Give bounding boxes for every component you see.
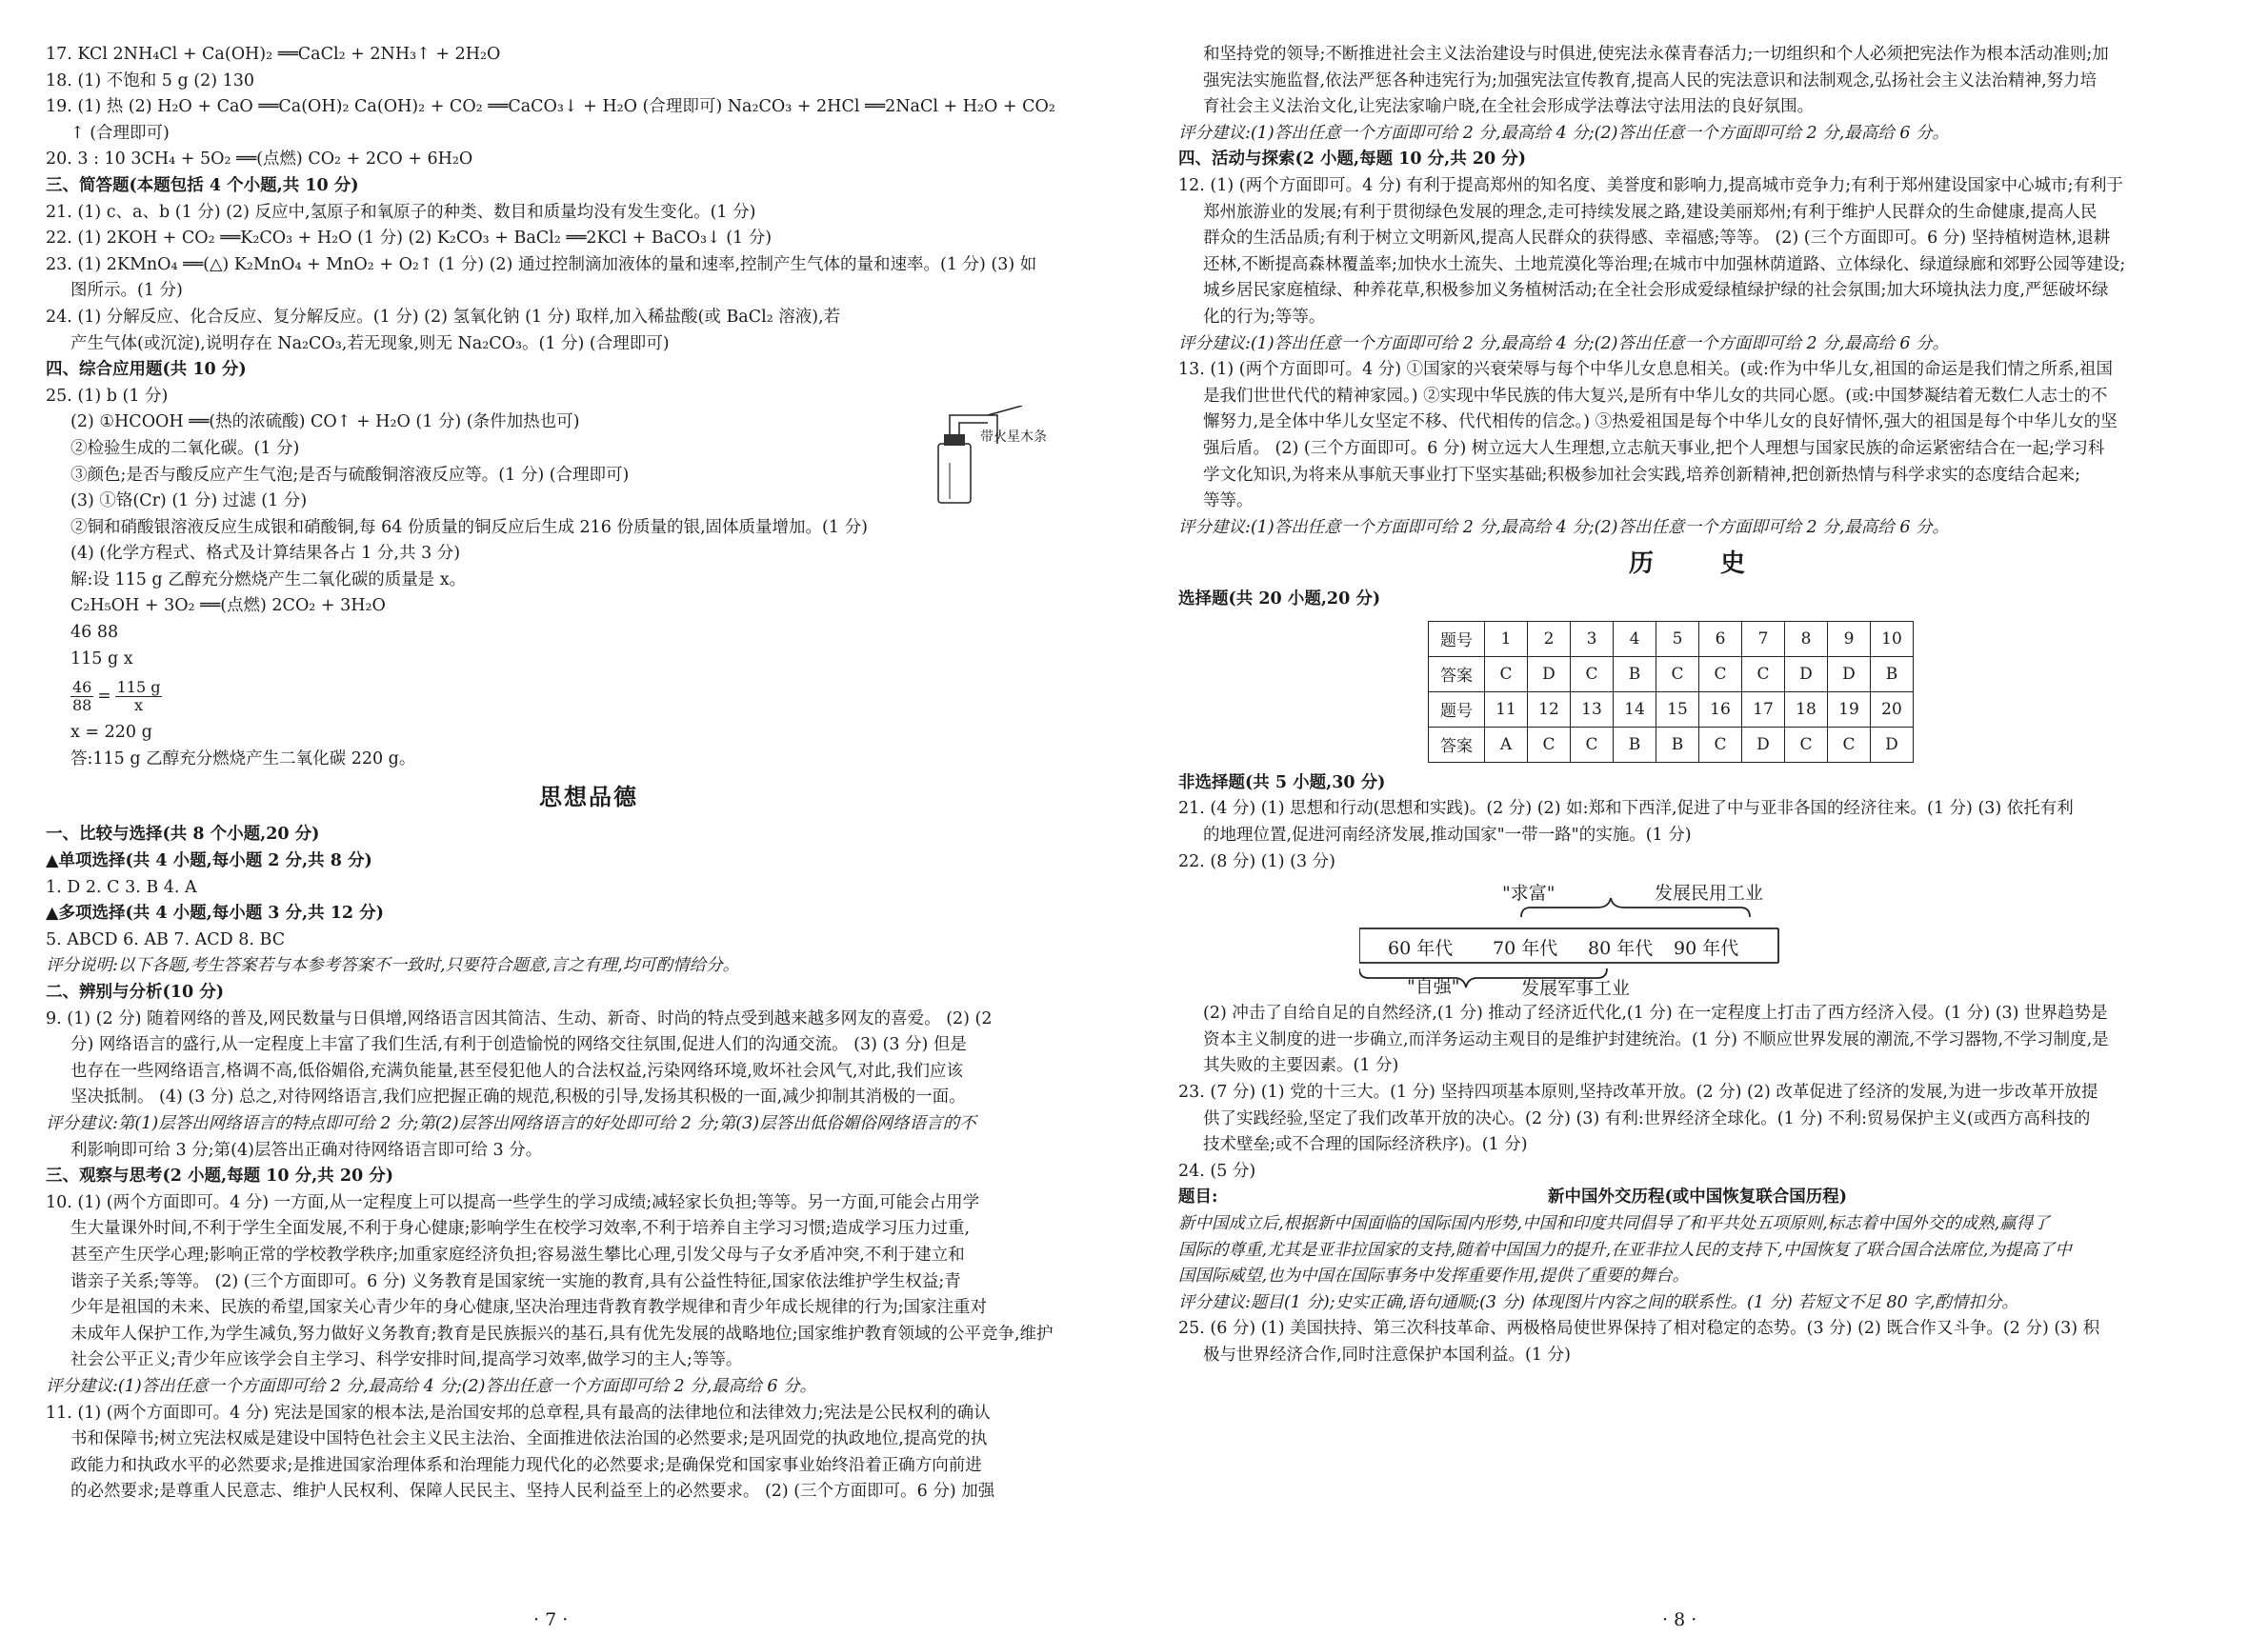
decade-90: 90 年代 — [1674, 938, 1739, 960]
q21-answer — [1178, 796, 2217, 848]
text-line: ②检验生成的二氧化碳。(1 分) — [70, 438, 300, 458]
text-line: 三、观察与思考(2 小题,每题 10 分,共 20 分) — [46, 1167, 394, 1187]
table-cell: C — [1742, 656, 1785, 691]
civics-answers — [46, 822, 1132, 1505]
text-line: 评分说明:以下各题,考生答案若与本参考答案不一致时,只要符合题意,言之有理,均可酌情给分。 — [46, 956, 740, 976]
table-label: 答案 — [1429, 656, 1485, 691]
table-cell: A — [1485, 727, 1528, 762]
table-cell: 8 — [1785, 621, 1828, 656]
text-line: 分) 网络语言的盛行,从一定程度上丰富了我们生活,有利于创造愉悦的网络交往氛围,促进人们的沟通交流。 (3) (3 分) 但是 — [70, 1035, 967, 1055]
table-cell: D — [1785, 656, 1828, 691]
q22-25-answers — [1178, 1001, 2217, 1185]
civics-continued — [1178, 42, 2217, 541]
chemistry-answers — [46, 42, 1132, 672]
text-line: 20. 3 : 10 3CH₄ + 5O₂ ══(点燃) CO₂ + 2CO + 6H₂O — [46, 150, 473, 170]
choice-title: 选择题(共 20 小题,20 分) — [1178, 589, 1381, 609]
decade-70: 70 年代 — [1493, 938, 1558, 960]
nonchoice-title: 非选择题(共 5 小题,30 分) — [1178, 772, 1386, 792]
table-cell: C — [1699, 727, 1742, 762]
text-line: 懈努力,是全体中华儿女坚定不移、代代相传的信念。) ③热爱祖国是每个中华儿女的良好情怀,强大的祖国是每个中华儿女的坚 — [1203, 412, 2117, 432]
text-line: 评分建议:(1)答出任意一个方面即可给 2 分,最高给 4 分;(2)答出任意一个方面即可给 2 分,最高给 6 分。 — [1178, 517, 1950, 537]
table-label: 答案 — [1429, 727, 1485, 762]
text-line: 资本主义制度的进一步确立,而洋务运动主观目的是维护封建统治。(1 分) 不顺应世界发展的潮流,不学习器物,不学习制度,是 — [1203, 1029, 2109, 1049]
civil-industry-label: 发展民用工业 — [1655, 883, 1764, 905]
table-cell: 16 — [1699, 691, 1742, 727]
table-cell: 9 — [1828, 621, 1871, 656]
text-line: 25. (1) b (1 分) — [46, 386, 169, 406]
q24-25-answers — [1178, 1290, 2217, 1369]
text-line: 13. (1) (两个方面即可。4 分) ①国家的兴衰荣辱与每个中华儿女息息相关。(或:作为中华儿女,祖国的命运是我们情之所系,祖国 — [1178, 360, 2114, 380]
q24-title: 新中国外交历程(或中国恢复联合国历程) — [1547, 1187, 1848, 1207]
decade-80: 80 年代 — [1588, 938, 1654, 960]
table-cell: 7 — [1742, 621, 1785, 656]
text-line: C₂H₅OH + 3O₂ ══(点燃) 2CO₂ + 3H₂O — [70, 596, 386, 616]
page-number-right: · 8 · — [1662, 1609, 1697, 1630]
text-line: 利影响即可给 3 分;第(4)层答出正确对待网络语言即可给 3 分。 — [70, 1140, 543, 1160]
table-cell: 14 — [1614, 691, 1656, 727]
text-line: 是我们世世代代的精神家园。) ②实现中华民族的伟大复兴,是所有中华儿女的共同心愿。(或:中国梦凝结着无数仁人志士的不 — [1203, 386, 2108, 406]
table-cell: D — [1742, 727, 1785, 762]
left-page — [46, 42, 1132, 1506]
text-line: (2) 冲击了自给自足的自然经济,(1 分) 推动了经济近代化,(1 分) 在一定程度上打击了西方经济入侵。(1 分) (3) 世界趋势是 — [1203, 1004, 2108, 1024]
q22-head: 22. (8 分) (1) (3 分) — [1178, 851, 1336, 871]
text-line: 评分建议:题目(1 分);史实正确,语句通顺;(3 分) 体现图片内容之间的联系性。(1 分) 若短文不足 80 字,酌情扣分。 — [1178, 1292, 2018, 1312]
text-line: 郑州旅游业的发展;有利于贯彻绿色发展的理念,走可持续发展之路,建设美丽郑州;有利于维护人民群众的生命健康,提高人民 — [1203, 202, 2097, 222]
text-line: 少年是祖国的未来、民族的希望,国家关心青少年的身心健康,坚决治理违背教育教学规律和青少年成长规律的行为;国家注重对 — [70, 1298, 988, 1318]
table-label: 题号 — [1429, 621, 1485, 656]
subject-title-history: 历 史 — [1628, 549, 1766, 579]
text-line: 9. (1) (2 分) 随着网络的普及,网民数量与日俱增,网络语言因其简洁、生动、新奇、时尚的特点受到越来越多网友的喜爱。 (2) (2 — [46, 1008, 993, 1028]
text-line: 评分建议:(1)答出任意一个方面即可给 2 分,最高给 4 分;(2)答出任意一个方面即可给 2 分,最高给 6 分。 — [1178, 123, 1950, 143]
text-line: 18. (1) 不饱和 5 g (2) 130 — [46, 70, 255, 90]
decade-60: 60 年代 — [1388, 938, 1454, 960]
q24-label: 题目: — [1178, 1187, 1218, 1207]
text-line: 12. (1) (两个方面即可。4 分) 有利于提高郑州的知名度、美誉度和影响力,提高城市竞争力;有利于郑州建设国家中心城市;有利于 — [1178, 175, 2124, 195]
text-line: 甚至产生厌学心理;影响正常的学校教学秩序;加重家庭经济负担;容易滋生攀比心理,引发父母与子女矛盾冲突,不利于建立和 — [70, 1245, 965, 1265]
table-cell: C — [1656, 656, 1699, 691]
q24-essay — [1178, 1211, 2217, 1290]
text-line: 10. (1) (两个方面即可。4 分) 一方面,从一定程度上可以提高一些学生的学习成绩;减轻家长负担;等等。另一方面,可能会占用学 — [46, 1192, 980, 1212]
gas-bottle-diagram — [931, 406, 1047, 510]
text-line: 24. (1) 分解反应、化合反应、复分解反应。(1 分) (2) 氢氧化钠 (1 分) 取样,加入稀盐酸(或 BaCl₂ 溶液),若 — [46, 307, 841, 327]
text-line: 强宪法实施监督,依法严惩各种违宪行为;加强宪法宣传教育,提高人民的宪法意识和法制观念,弘扬社会主义法治精神,努力培 — [1203, 70, 2097, 90]
table-cell: 13 — [1571, 691, 1614, 727]
timeline-diagram — [1178, 879, 2217, 1000]
table-cell: C — [1828, 727, 1871, 762]
table-cell: C — [1485, 656, 1528, 691]
result-line: x = 220 g — [70, 723, 152, 743]
table-cell: C — [1785, 727, 1828, 762]
text-line: ▲单项选择(共 4 小题,每小题 2 分,共 8 分) — [46, 851, 372, 871]
text-line: 城乡居民家庭植绿、种养花草,积极参加义务植树活动;在全社会形成爱绿植绿护绿的社会氛围;加大环境执法力度,严惩破坏绿 — [1203, 281, 2109, 301]
page-number-left: · 7 · — [533, 1609, 569, 1630]
text-line: ②铜和硝酸银溶液反应生成银和硝酸铜,每 64 份质量的铜反应后生成 216 份质量的银,固体质量增加。(1 分) — [70, 517, 868, 537]
text-line: 1. D 2. C 3. B 4. A — [46, 877, 197, 897]
table-cell: 19 — [1828, 691, 1871, 727]
text-line: 的地理位置,促进河南经济发展,推动国家"一带一路"的实施。(1 分) — [1203, 826, 1692, 846]
subject-title-civics: 思想品德 — [539, 783, 638, 811]
table-cell: D — [1828, 656, 1871, 691]
table-cell: 18 — [1785, 691, 1828, 727]
text-line: 23. (7 分) (1) 党的十三大。(1 分) 坚持四项基本原则,坚持改革开放。(2 分) (2) 改革促进了经济的发展,为进一步改革开放提 — [1178, 1083, 2098, 1103]
text-line: 新中国成立后,根据新中国面临的国际国内形势,中国和印度共同倡导了和平共处五项原则,标志着中国外交的成熟,赢得了 — [1178, 1214, 2050, 1233]
text-line: 115 g x — [70, 648, 133, 668]
text-line: 社会公平正义;青少年应该学会自主学习、科学安排时间,提高学习效率,做学习的主人;等等。 — [70, 1350, 743, 1370]
table-cell: C — [1571, 656, 1614, 691]
table-cell: 1 — [1485, 621, 1528, 656]
text-line: 育社会主义法治文化,让宪法家喻户晓,在全社会形成学法尊法守法用法的良好氛围。 — [1203, 97, 1815, 117]
text-line: 23. (1) 2KMnO₄ ══(△) K₂MnO₄ + MnO₂ + O₂↑ (1 分) (2) 通过控制滴加液体的量和速率,控制产生气体的量和速率。(1 分) (3) 如 — [46, 254, 1037, 274]
text-line: ↑ (合理即可) — [70, 123, 170, 143]
table-label: 题号 — [1429, 691, 1485, 727]
text-line: 未成年人保护工作,为学生减负,努力做好义务教育;教育是民族振兴的基石,具有优先发展的战略地位;国家维护教育领域的公平竞争,维护 — [70, 1324, 1054, 1344]
text-line: 21. (4 分) (1) 思想和行动(思想和实践)。(2 分) (2) 如:郑和下西洋,促进了中与亚非各国的经济往来。(1 分) (3) 依托有利 — [1178, 799, 2074, 819]
text-line: 技术壁垒;或不合理的国际经济秩序)。(1 分) — [1203, 1135, 1528, 1155]
qiufu-label: "求富" — [1502, 883, 1555, 905]
text-line: 政能力和执政水平的必然要求;是推进国家治理体系和治理能力现代化的必然要求;是确保党和国家事业始终沿着正确方向前进 — [70, 1455, 982, 1475]
text-line: 二、辨别与分析(10 分) — [46, 983, 225, 1002]
text-line: 国际的尊重,尤其是亚非拉国家的支持,随着中国国力的提升,在亚非拉人民的支持下,中国恢复了联合国合法席位,为提高了中 — [1178, 1240, 2072, 1260]
table-cell: B — [1614, 656, 1656, 691]
text-line: 也存在一些网络语言,格调不高,低俗媚俗,充满负能量,甚至侵犯他人的合法权益,污染网络环境,败坏社会风气,对此,我们应该 — [70, 1061, 963, 1081]
answer-table — [1428, 621, 1914, 763]
table-cell: 11 — [1485, 691, 1528, 727]
table-cell: 12 — [1528, 691, 1571, 727]
text-line: 化的行为;等等。 — [1203, 307, 1326, 327]
table-cell: 15 — [1656, 691, 1699, 727]
table-cell: 4 — [1614, 621, 1656, 656]
text-line: (2) ①HCOOH ══(热的浓硫酸) CO↑ + H₂O (1 分) (条件加热也可) — [70, 412, 580, 432]
fraction-equation: $\frac{46}{88}$ = $\frac{115 g}{x}$ — [72, 677, 161, 714]
text-line: 17. KCl 2NH₄Cl + Ca(OH)₂ ══CaCl₂ + 2NH₃↑ + 2H₂O — [46, 45, 501, 64]
text-line: (4) (化学方程式、格式及计算结果各占 1 分,共 3 分) — [70, 544, 461, 564]
text-line: ▲多项选择(共 4 小题,每小题 3 分,共 12 分) — [46, 904, 384, 924]
apparatus-label: 带火星木条 — [980, 429, 1047, 445]
table-cell: C — [1699, 656, 1742, 691]
text-line: 谐亲子关系;等等。 (2) (三个方面即可。6 分) 义务教育是国家统一实施的教育,具有公益性特征,国家依法维护学生权益;青 — [70, 1271, 961, 1291]
table-cell: 17 — [1742, 691, 1785, 727]
text-line: 46 88 — [70, 623, 119, 643]
table-cell: B — [1656, 727, 1699, 762]
answer-line: 答:115 g 乙醇充分燃烧产生二氧化碳 220 g。 — [70, 748, 416, 768]
text-line: 评分建议:(1)答出任意一个方面即可给 2 分,最高给 4 分;(2)答出任意一个方面即可给 2 分,最高给 6 分。 — [46, 1376, 817, 1396]
text-line: 三、简答题(本题包括 4 个小题,共 10 分) — [46, 175, 359, 195]
table-cell: C — [1571, 727, 1614, 762]
text-line: ③颜色;是否与酸反应产生气泡;是否与硫酸铜溶液反应等。(1 分) (合理即可) — [70, 465, 630, 485]
table-cell: B — [1614, 727, 1656, 762]
table-cell: 10 — [1871, 621, 1914, 656]
fraction-left: $\frac{46}{88}$ — [72, 677, 92, 714]
text-line: 19. (1) 热 (2) H₂O + CaO ══Ca(OH)₂ Ca(OH)₂ + CO₂ ══CaCO₃↓ + H₂O (合理即可) Na₂CO₃ + 2HCl ══2NaCl + H₂O + CO₂ — [46, 97, 1055, 117]
table-cell: D — [1528, 656, 1571, 691]
table-cell: 2 — [1528, 621, 1571, 656]
text-line: 21. (1) c、a、b (1 分) (2) 反应中,氢原子和氧原子的种类、数目和质量均没有发生变化。(1 分) — [46, 202, 756, 222]
text-line: 22. (1) 2KOH + CO₂ ══K₂CO₃ + H₂O (1 分) (2) K₂CO₃ + BaCl₂ ══2KCl + BaCO₃↓ (1 分) — [46, 229, 773, 249]
table-cell: 20 — [1871, 691, 1914, 727]
text-line: 供了实践经验,坚定了我们改革开放的决心。(2 分) (3) 有利:世界经济全球化。(1 分) 不利:贸易保护主义(或西方高科技的 — [1203, 1108, 2091, 1128]
text-line: 书和保障书;树立宪法权威是建设中国特色社会主义民主法治、全面推进依法治国的必然要求;是巩固党的执政地位,提高党的执 — [70, 1429, 988, 1449]
text-line: 的必然要求;是尊重人民意志、维护人民权利、保障人民民主、坚持人民利益至上的必然要求。 (2) (三个方面即可。6 分) 加强 — [70, 1482, 995, 1502]
text-line: 四、活动与探索(2 小题,每题 10 分,共 20 分) — [1178, 150, 1527, 170]
table-cell: C — [1528, 727, 1571, 762]
ziqiang-label: "自强" — [1407, 976, 1460, 998]
text-line: 坚决抵制。 (4) (3 分) 总之,对待网络语言,我们应把握正确的规范,积极的引导,发扬其积极的一面,减少抑制其消极的一面。 — [70, 1087, 966, 1107]
text-line: 5. ABCD 6. AB 7. ACD 8. BC — [46, 929, 286, 949]
right-page — [1178, 42, 2217, 1369]
table-cell: B — [1871, 656, 1914, 691]
table-cell: D — [1871, 727, 1914, 762]
text-line: 图所示。(1 分) — [70, 281, 183, 301]
text-line: 还林,不断提高森林覆盖率;加快水土流失、土地荒漠化等治理;在城市中加强林荫道路、立体绿化、绿道绿廊和郊野公园等建设; — [1203, 254, 2126, 274]
text-line: 生大量课外时间,不利于学生全面发展,不利于身心健康;影响学生在校学习效率,不利于培养自主学习习惯;造成学习压力过重, — [70, 1219, 971, 1239]
text-line: 等等。 — [1203, 491, 1254, 511]
text-line: 群众的生活品质;有利于树立文明新风,提高人民群众的获得感、幸福感;等等。 (2) (三个方面即可。6 分) 坚持植树造林,退耕 — [1203, 229, 2111, 249]
text-line: 其失败的主要因素。(1 分) — [1203, 1056, 1399, 1076]
text-line: 一、比较与选择(共 8 个小题,20 分) — [46, 825, 320, 845]
text-line: 四、综合应用题(共 10 分) — [46, 360, 247, 380]
text-line: 产生气体(或沉淀),说明存在 Na₂CO₃,若无现象,则无 Na₂CO₃。(1 分) (合理即可) — [70, 333, 670, 353]
text-line: 解:设 115 g 乙醇充分燃烧产生二氧化碳的质量是 x。 — [70, 569, 467, 589]
fraction-right: $\frac{115 g}{x}$ — [116, 677, 161, 714]
table-cell: 6 — [1699, 621, 1742, 656]
text-line: 11. (1) (两个方面即可。4 分) 宪法是国家的根本法,是治国安邦的总章程,具有最高的法律地位和法律效力;宪法是公民权利的确认 — [46, 1403, 991, 1423]
text-line: 极与世界经济合作,同时注意保护本国利益。(1 分) — [1203, 1345, 1571, 1365]
text-line: 评分建议:(1)答出任意一个方面即可给 2 分,最高给 4 分;(2)答出任意一个方面即可给 2 分,最高给 6 分。 — [1178, 333, 1950, 353]
table-cell: 5 — [1656, 621, 1699, 656]
text-line: 强后盾。 (2) (三个方面即可。6 分) 树立远大人生理想,立志航天事业,把个人理想与国家民族的命运紧密结合在一起;学习科 — [1203, 438, 2105, 458]
text-line: 学文化知识,为将来从事航天事业打下坚实基础;积极参加社会实践,培养创新精神,把创新热情与科学求实的态度结合起来; — [1203, 465, 2080, 485]
text-line: 国国际威望,也为中国在国际事务中发挥重要作用,提供了重要的舞台。 — [1178, 1267, 1690, 1287]
text-line: (3) ①铬(Cr) (1 分) 过滤 (1 分) — [70, 491, 308, 511]
table-cell: 3 — [1571, 621, 1614, 656]
text-line: 评分建议:第(1)层答出网络语言的特点即可给 2 分;第(2)层答出网络语言的好处即可给 2 分;第(3)层答出低俗媚俗网络语言的不 — [46, 1113, 976, 1133]
text-line: 24. (5 分) — [1178, 1161, 1256, 1181]
text-line: 25. (6 分) (1) 美国扶持、第三次科技革命、两极格局使世界保持了相对稳定的态势。(3 分) (2) 既合作又斗争。(2 分) (3) 积 — [1178, 1319, 2100, 1339]
text-line: 和坚持党的领导;不断推进社会主义法治建设与时俱进,使宪法永葆青春活力;一切组织和个人必须把宪法作为根本活动准则;加 — [1203, 45, 2109, 64]
military-industry-label: 发展军事工业 — [1521, 978, 1631, 1000]
